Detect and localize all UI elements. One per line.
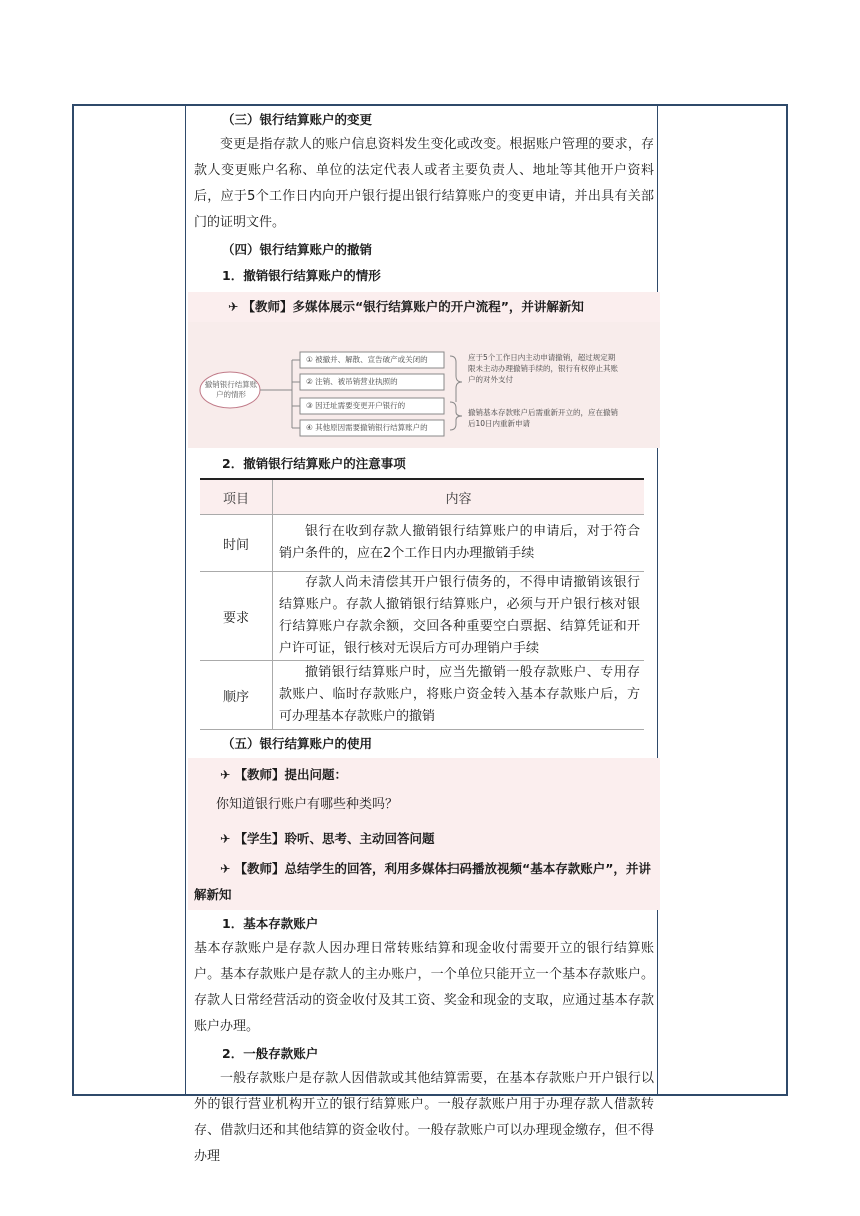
table-header-content: 内容 (273, 479, 645, 515)
teacher-note-band (188, 292, 660, 322)
column-divider-left (185, 106, 186, 1094)
student-activity: ✈ 【学生】聆听、思考、主动回答问题 (220, 831, 435, 846)
table-row (200, 515, 644, 572)
table-row (200, 661, 644, 730)
column-divider-right (657, 106, 658, 1094)
close-cases-diagram (188, 322, 660, 448)
diagram-brace-2 (450, 402, 462, 430)
airplane-icon: ✈ (220, 831, 231, 846)
section-heading-4: （四）银行结算账户的撤销 (222, 242, 373, 257)
diagram-item-1: ① 被撤并、解散、宣告破产或关闭的 (306, 355, 428, 364)
diagram-item-2: ② 注销、被吊销营业执照的 (306, 377, 398, 386)
airplane-icon: ✈ (220, 767, 231, 782)
table-cell-item: 时间 (200, 515, 273, 572)
table-cell-content: 存款人尚未清偿其开户银行债务的，不得申请撤销该银行结算账户。存款人撤销银行结算账户，必须与开户银行核对银行结算账户存款余额，交回各种重要空白票据、结算凭证和开户许可证，银行核对无误后方可办理销户手续 (273, 572, 645, 661)
airplane-icon: ✈ (220, 861, 231, 876)
teacher-question: ✈ 【教师】提出问题： (220, 767, 347, 782)
paragraph-general-account: 一般存款账户是存款人因借款或其他结算需要，在基本存款账户开户银行以外的银行营业机构开立的银行结算账户。一般存款账户用于办理存款人借款转存、借款归还和其他结算的资金收付。一般存款账户可以办理现金缴存，但不得办理 (194, 1071, 654, 1164)
teacher-note: ✈ 【教师】多媒体展示“银行结算账户的开户流程”，并讲解新知 (228, 299, 584, 314)
close-notes-table (200, 478, 644, 730)
section-heading-3: （三）银行结算账户的变更 (222, 112, 373, 127)
diagram-item-3: ③ 因迁址需要变更开户银行的 (306, 401, 406, 410)
paragraph-change: 变更是指存款人的账户信息资料发生变化或改变。根据账户管理的要求，存款人变更账户名称、单位的法定代表人或者主要负责人、地址等其他开户资料后，应于5个工作日内向开户银行提出银行结算账户的变更申请，并出具有关部门的证明文件。 (194, 137, 654, 230)
teaching-activity-band (188, 758, 660, 910)
diagram-item-4: ④ 其他原因需要撤销银行结算账户的 (306, 423, 428, 432)
paragraph-basic-account: 基本存款账户是存款人因办理日常转账结算和现金收付需要开立的银行结算账户。基本存款账户是存款人的主办账户，一个单位只能开立一个基本存款账户。存款人日常经营活动的资金收付及其工资、奖金和现金的支取，应通过基本存款账户办理。 (194, 941, 654, 1034)
table-cell-item: 顺序 (200, 661, 273, 730)
section-heading-5: （五）银行结算账户的使用 (222, 736, 373, 751)
subheading-basic-account: 1．基本存款账户 (222, 916, 319, 931)
table-cell-content: 撤销银行结算账户时，应当先撤销一般存款账户、专用存款账户、临时存款账户，将账户资金转入基本存款账户后，方可办理基本存款账户的撤销 (273, 661, 645, 730)
diagram-note-2: 撤销基本存款账户后需重新开立的，应在撤销后10日内重新申请 (468, 408, 618, 428)
subheading-general-account: 2．一般存款账户 (222, 1046, 319, 1061)
table-header-row (200, 479, 644, 515)
table-cell-content: 银行在收到存款人撤销银行结算账户的申请后，对于符合销户条件的，应在2个工作日内办理撤销手续 (273, 515, 645, 572)
subheading-close-cases: 1．撤销银行结算账户的情形 (222, 268, 381, 283)
diagram-center-label: 撤销银行结算账户的情形 (204, 380, 258, 399)
airplane-icon: ✈ (228, 299, 239, 314)
table-cell-item: 要求 (200, 572, 273, 661)
lesson-content (194, 106, 654, 1170)
diagram-note-1: 应于5个工作日内主动申请撤销，超过规定期限未主动办理撤销手续的，银行有权停止其账户的对外支付 (468, 353, 618, 384)
table-row (200, 572, 644, 661)
table-header-item: 项目 (200, 479, 273, 515)
question-text: 你知道银行账户有哪些种类吗？ (216, 797, 399, 812)
teacher-summary: ✈ 【教师】总结学生的回答，利用多媒体扫码播放视频“基本存款账户”，并讲解新知 (194, 861, 651, 902)
lesson-table (72, 104, 788, 1164)
subheading-close-notes: 2．撤销银行结算账户的注意事项 (222, 456, 406, 471)
diagram-brace-1 (450, 356, 462, 402)
